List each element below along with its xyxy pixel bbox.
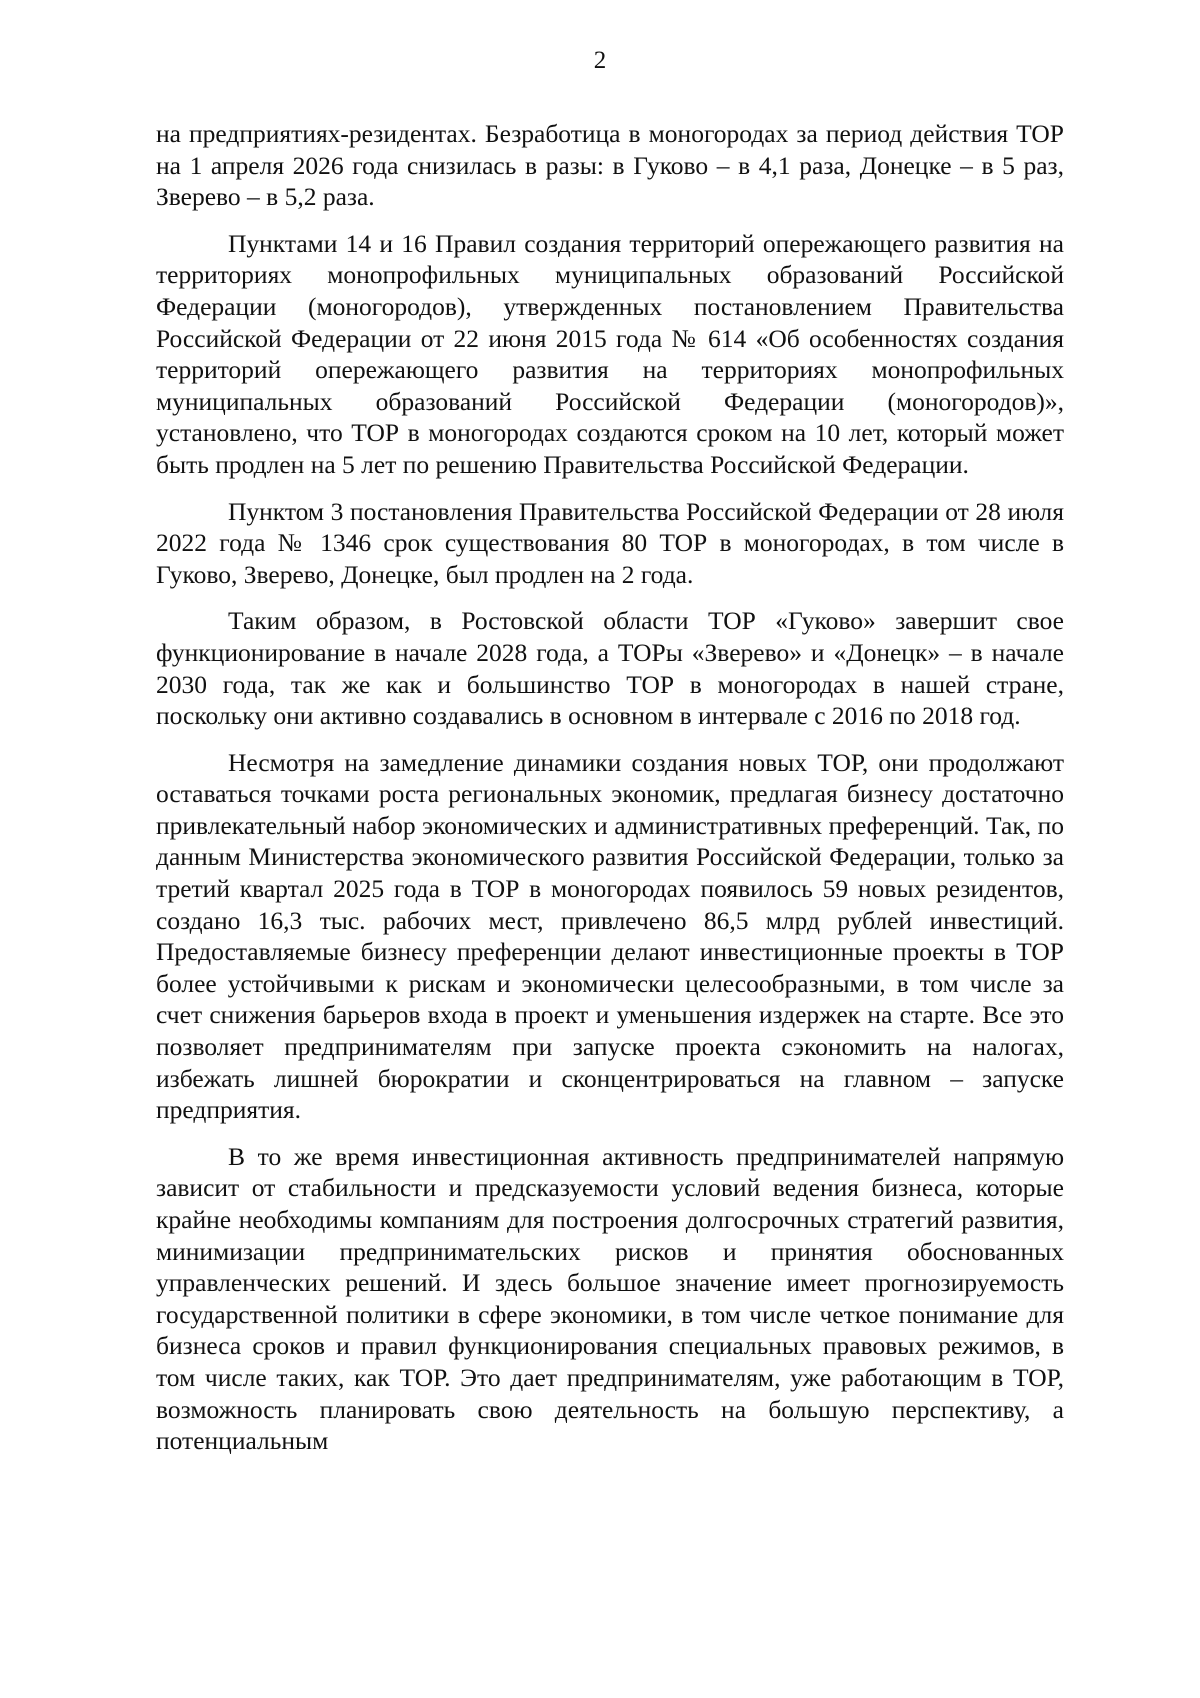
paragraph-growth-points: Несмотря на замедление динамики создания новых ТОР, они продолжают оставаться точками роста региональных экономик, предлагая бизнесу достаточно привлекательный набор экономических и административных преференций. Так, по данным Министерства экономического развития Российской Федерации, только за третий квартал 2025 года в ТОР в моногородах появилось 59 новых резидентов, создано 16,3 тыс. рабочих мест, привлечено 86,5 млрд рублей инвестиций. Предоставляемые бизнесу преференции делают инвестиционные проекты в ТОР более устойчивыми к рискам и экономически целесообразными, в том числе за счет снижения барьеров входа в проект и уменьшения издержек на старте. Все это позволяет предпринимателям при запуске проекта сэкономить на налогах, избежать лишней бюрократии и сконцентрироваться на главном – запуске предприятия. — [156, 747, 1064, 1125]
paragraph-rostov-region: Таким образом, в Ростовской области ТОР «Гуково» завершит свое функционирование в начале 2028 года, а ТОРы «Зверево» и «Донецк» – в начале 2030 года, так же как и большинство ТОР в моногородах в нашей стране, поскольку они активно создавались в основном в интервале с 2016 по 2018 год. — [156, 606, 1064, 731]
document-body — [156, 118, 1064, 1457]
paragraph-tor-rules: Пунктами 14 и 16 Правил создания территорий опережающего развития на территориях монопрофильных муниципальных образований Российской Федерации (моногородов), утвержденных постановлением Правительства Российской Федерации от 22 июня 2015 года № 614 «Об особенностях создания территорий опережающего развития на территориях монопрофильных муниципальных образований Российской Федерации (моногородов)», установлено, что ТОР в моногородах создаются сроком на 10 лет, который может быть продлен на 5 лет по решению Правительства Российской Федерации. — [156, 228, 1064, 479]
paragraph-continuation: на предприятиях-резидентах. Безработица в моногородах за период действия ТОР на 1 апреля 2026 года снизилась в разы: в Гуково – в 4,1 раза, Донецке – в 5 раз, Зверево – в 5,2 раза. — [156, 119, 1064, 212]
paragraph-tor-extension: Пунктом 3 постановления Правительства Российской Федерации от 28 июля 2022 года № 1346 срок существования 80 ТОР в моногородах, в том числе в Гуково, Зверево, Донецке, был продлен на 2 года. — [156, 496, 1064, 589]
paragraph-investment-activity: В то же время инвестиционная активность предпринимателей напрямую зависит от стабильности и предсказуемости условий ведения бизнеса, которые крайне необходимы компаниям для построения долгосрочных стратегий развития, минимизации предпринимательских рисков и принятия обоснованных управленческих решений. И здесь большое значение имеет прогнозируемость государственной политики в сфере экономики, в том числе четкое понимание для бизнеса сроков и правил функционирования специальных правовых режимов, в том числе таких, как ТОР. Это дает предпринимателям, уже работающим в ТОР, возможность планировать свою деятельность на большую перспективу, а потенциальным — [156, 1141, 1064, 1456]
page-number: 2 — [593, 47, 607, 74]
